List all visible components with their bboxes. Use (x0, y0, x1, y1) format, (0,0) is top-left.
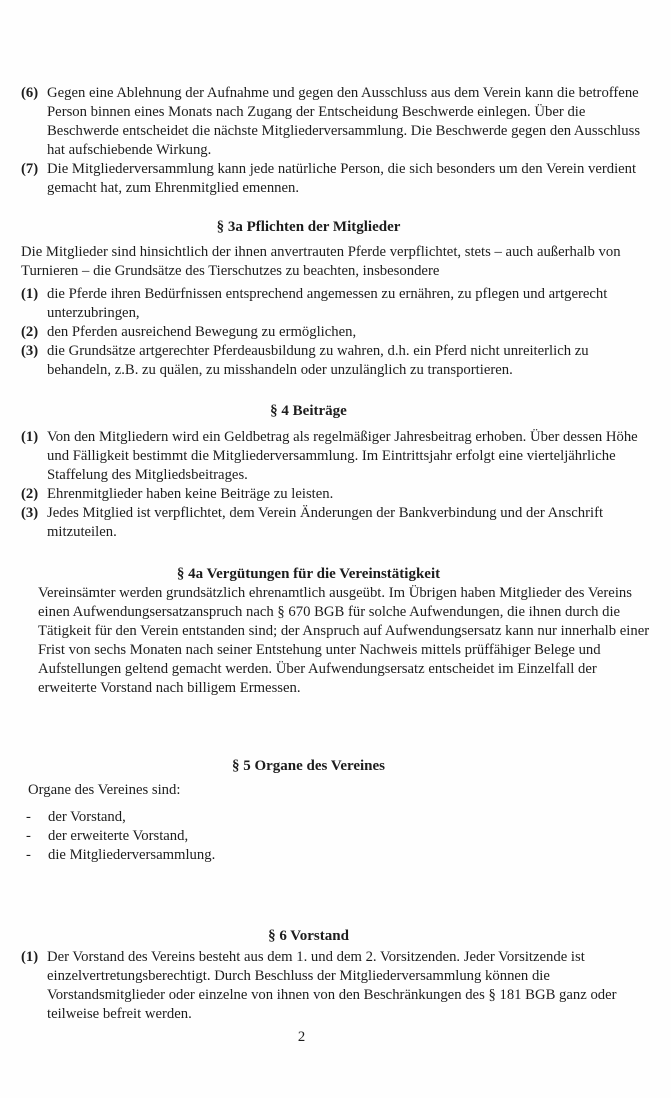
clause-number: (7) (21, 161, 39, 177)
section-6-clause-list (21, 948, 648, 1024)
dash-marker: - (26, 847, 31, 863)
section-heading-4a: § 4a Vergütungen für die Vereinstätigkeit (176, 566, 441, 582)
clause-number: (1) (21, 949, 39, 965)
clause-number: (1) (21, 429, 39, 445)
clause-item (21, 428, 648, 485)
clause-text: die Grundsätze artgerechter Pferdeausbildung zu wahren, d.h. ein Pferd nicht unreiterlich zu behandeln, z.B. zu quälen, zu misshandeln oder unzulänglich zu transportieren. (47, 343, 589, 378)
section-3a-intro: Die Mitglieder sind hinsichtlich der ihnen anvertrauten Pferde verpflichtet, stets – auch außerhalb von Turnieren – die Grundsätze des Tierschutzes zu beachten, insbesondere (21, 244, 621, 279)
section-5-organ-list (21, 808, 648, 865)
clause-item-7 (21, 160, 648, 198)
clause-text: Von den Mitgliedern wird ein Geldbetrag als regelmäßiger Jahresbeitrag erhoben. Über dessen Höhe und Fälligkeit bestimmt die Mitgliederversammlung. Im Eintrittsjahr erfolgt eine vierteljährliche Staffelung des Mitgliedsbeitrages. (47, 429, 638, 483)
dash-marker: - (26, 809, 31, 825)
organ-list-item (21, 846, 648, 865)
section-heading-4: § 4 Beiträge (270, 403, 347, 419)
organ-text: der Vorstand, (48, 809, 126, 825)
organ-text: die Mitgliederversammlung. (48, 847, 216, 863)
clause-number: (2) (21, 324, 39, 340)
section-heading-5: § 5 Organe des Vereines (231, 758, 386, 774)
clause-text: Ehrenmitglieder haben keine Beiträge zu leisten. (47, 486, 334, 502)
clause-item (21, 285, 648, 323)
clause-item (21, 485, 648, 504)
section-heading-3a: § 3a Pflichten der Mitglieder (216, 219, 401, 235)
clause-item (21, 342, 648, 380)
clause-text: Die Mitgliederversammlung kann jede natürliche Person, die sich besonders um den Verein verdient gemacht hat, zum Ehrenmitglied emennen. (47, 161, 637, 196)
page-number: 2 (297, 1029, 306, 1045)
clause-text: Der Vorstand des Vereins besteht aus dem 1. und dem 2. Vorsitzenden. Jeder Vorsitzende ist einzelvertretungsberechtigt. Durch Beschluss der Mitgliederversammlung können die Vorstandsmitglieder oder einzelne von ihnen von den Beschränkungen des § 181 BGB ganz oder teilweise befreit werden. (47, 949, 617, 1022)
organ-list-item (21, 808, 648, 827)
organ-list-item (21, 827, 648, 846)
clause-item (21, 948, 648, 1024)
dash-marker: - (26, 828, 31, 844)
organ-text: der erweiterte Vorstand, (48, 828, 189, 844)
section-4-clause-list (21, 428, 648, 542)
clause-number: (2) (21, 486, 39, 502)
section-heading-6: § 6 Vorstand (268, 928, 349, 944)
clause-text: die Pferde ihren Bedürfnissen entsprechend angemessen zu ernähren, zu pflegen und artgerecht unterzubringen, (47, 286, 608, 321)
clause-text: Gegen eine Ablehnung der Aufnahme und gegen den Ausschluss aus dem Verein kann die betroffene Person binnen eines Monats nach Zugang der Entscheidung Beschwerde einlegen. Über die Beschwerde entscheidet die nächste Mitgliederversammlung. Die Beschwerde gegen den Ausschluss hat aufschiebende Wirkung. (47, 85, 641, 158)
section-3a-clause-list (21, 285, 648, 380)
clause-number: (6) (21, 85, 39, 101)
membership-clause-list (21, 84, 648, 198)
clause-item (21, 504, 648, 542)
clause-text: den Pferden ausreichend Bewegung zu ermöglichen, (47, 324, 357, 340)
clause-item (21, 323, 648, 342)
clause-number: (3) (21, 505, 39, 521)
clause-number: (1) (21, 286, 39, 302)
clause-item-6 (21, 84, 648, 160)
section-5-intro: Organe des Vereines sind: (28, 782, 181, 798)
clause-text: Jedes Mitglied ist verpflichtet, dem Verein Änderungen der Bankverbindung und der Anschrift mitzuteilen. (47, 505, 604, 540)
section-4a-body: Vereinsämter werden grundsätzlich ehrenamtlich ausgeübt. Im Übrigen haben Mitglieder des Vereins einen Aufwendungsersatzanspruch nach § 670 BGB für solche Aufwendungen, die ihnen durch die Tätigkeit für den Verein entstanden sind; der Anspruch auf Aufwendungsersatz kann nur innerhalb einer Frist von sechs Monaten nach seiner Entstehung unter Nachweis mittels prüffähiger Belege und Aufstellungen geltend gemacht werden. Über Aufwendungsersatz entscheidet im Einzelfall der erweiterte Vorstand nach billigem Ermessen. (38, 585, 650, 696)
clause-number: (3) (21, 343, 39, 359)
